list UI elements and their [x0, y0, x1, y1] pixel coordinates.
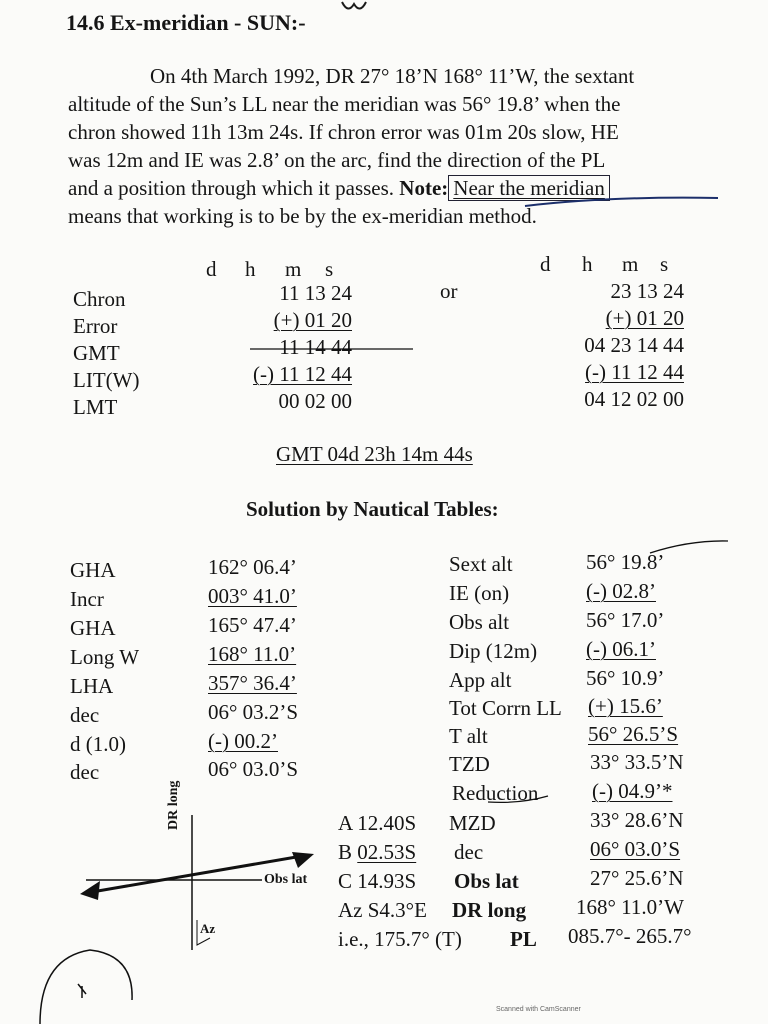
right-label: Obs lat	[454, 869, 519, 893]
row-label-lit: LIT(W)	[73, 368, 140, 392]
note-label: Note:	[399, 176, 449, 200]
col-header-d: d	[540, 252, 551, 276]
time-value: 00 02 00	[278, 389, 352, 413]
left-label: Incr	[70, 587, 104, 611]
left-value: 168° 11.0’	[208, 642, 297, 666]
row-label-gmt: GMT	[73, 341, 120, 365]
abc-az: Az S4.3°E	[338, 898, 427, 922]
problem-line: was 12m and IE was 2.8’ on the arc, find the direction of the PL	[68, 148, 606, 172]
obs-lat-label: Obs lat	[264, 872, 308, 887]
row-label-lmt: LMT	[73, 395, 118, 419]
section-heading: 14.6 Ex-meridian - SUN:-	[66, 10, 306, 35]
time-value: 04 23 14 44	[584, 333, 684, 357]
right-value: 56° 26.5’S	[588, 722, 679, 746]
left-label: LHA	[70, 674, 114, 698]
time-value: (+) 01 20	[605, 306, 684, 330]
right-value: 168° 11.0’W	[576, 895, 684, 919]
left-label: GHA	[70, 558, 116, 582]
problem-line: altitude of the Sun’s LL near the meridian was 56° 19.8’ when the	[68, 92, 621, 116]
left-value: 003° 41.0’	[208, 584, 297, 608]
left-value: (-) 00.2’	[208, 729, 278, 753]
right-value: (-) 02.8’	[586, 579, 656, 603]
time-value: (+) 01 20	[273, 308, 352, 332]
col-header-d: d	[206, 257, 217, 281]
time-value: (-) 11 12 44	[585, 360, 684, 384]
right-label: T alt	[449, 724, 488, 748]
pl-arrow-left	[80, 881, 100, 900]
time-value: (-) 11 12 44	[253, 362, 352, 386]
left-value: 165° 47.4’	[208, 613, 297, 637]
right-value: (-) 04.9’*	[592, 779, 673, 803]
right-label: IE (on)	[449, 581, 510, 605]
note-boxed-text: Near the meridian	[448, 175, 610, 201]
abc-b-letter: B	[338, 840, 353, 864]
col-header-h: h	[582, 252, 593, 276]
time-value: 23 13 24	[610, 279, 684, 303]
problem-line: means that working is to be by the ex-meridian method.	[68, 204, 537, 228]
reduction-mark	[488, 796, 548, 802]
col-header-s: s	[325, 257, 334, 281]
right-value: 56° 17.0’	[586, 608, 665, 632]
left-label: Long W	[70, 645, 140, 669]
right-label: Reduction	[452, 781, 539, 805]
right-value: 56° 10.9’	[586, 666, 665, 690]
left-label: d (1.0)	[70, 732, 126, 756]
right-label: Sext alt	[449, 552, 513, 576]
right-label: MZD	[449, 811, 496, 835]
abc-a: A 12.40S	[338, 811, 417, 835]
dr-long-label: DR long	[166, 780, 181, 830]
row-label-chron: Chron	[73, 287, 126, 311]
right-label: PL	[510, 927, 537, 951]
time-value: 11 14 44	[279, 335, 352, 359]
right-value: 33° 33.5’N	[590, 750, 684, 774]
or-text: or	[440, 279, 458, 303]
sketch-mark	[78, 984, 86, 998]
right-value: 27° 25.6’N	[590, 866, 684, 890]
row-label-error: Error	[73, 314, 118, 338]
abc-true-az: i.e., 175.7° (T)	[338, 927, 462, 951]
problem-line: On 4th March 1992, DR 27° 18’N 168° 11’W, the sextant	[150, 64, 635, 88]
right-label: Obs alt	[449, 610, 510, 634]
right-label: DR long	[452, 898, 527, 922]
note-underline	[525, 198, 718, 206]
col-header-h: h	[245, 257, 256, 281]
right-value: (+) 15.6’	[588, 694, 663, 718]
scanner-credit: Scanned with CamScanner	[496, 1006, 581, 1013]
problem-line-text: and a position through which it passes.	[68, 176, 395, 200]
solution-title: Solution by Nautical Tables:	[246, 497, 499, 521]
right-value: 56° 19.8’	[586, 550, 665, 574]
abc-c: C 14.93S	[338, 869, 417, 893]
left-value: 162° 06.4’	[208, 555, 297, 579]
right-label: TZD	[449, 752, 490, 776]
gmt-result: GMT 04d 23h 14m 44s	[276, 442, 473, 466]
left-label: dec	[70, 703, 100, 727]
abc-b-value: 02.53S	[357, 840, 417, 864]
sketch-circle	[40, 950, 132, 1024]
pl-arrow-right	[292, 852, 314, 868]
handwritten-mark	[342, 2, 366, 9]
right-value: 33° 28.6’N	[590, 808, 684, 832]
left-value: 06° 03.2’S	[208, 700, 299, 724]
col-header-m: m	[285, 257, 302, 281]
time-value: 11 13 24	[279, 281, 352, 305]
right-label: Tot Corrn LL	[449, 696, 562, 720]
right-value: (-) 06.1’	[586, 637, 656, 661]
right-label: dec	[454, 840, 484, 864]
az-label: Az	[200, 921, 216, 936]
time-value: 04 12 02 00	[584, 387, 684, 411]
right-label: App alt	[449, 668, 512, 692]
right-value: 06° 03.0’S	[590, 837, 681, 861]
col-header-s: s	[660, 252, 669, 276]
right-label: Dip (12m)	[449, 639, 538, 663]
left-value: 06° 03.0’S	[208, 757, 299, 781]
left-value: 357° 36.4’	[208, 671, 297, 695]
left-label: dec	[70, 760, 100, 784]
col-header-m: m	[622, 252, 639, 276]
right-value: 085.7°- 265.7°	[568, 924, 692, 948]
left-label: GHA	[70, 616, 116, 640]
sext-alt-mark	[650, 541, 728, 553]
problem-line: chron showed 11h 13m 24s. If chron error was 01m 20s slow, HE	[68, 120, 619, 144]
